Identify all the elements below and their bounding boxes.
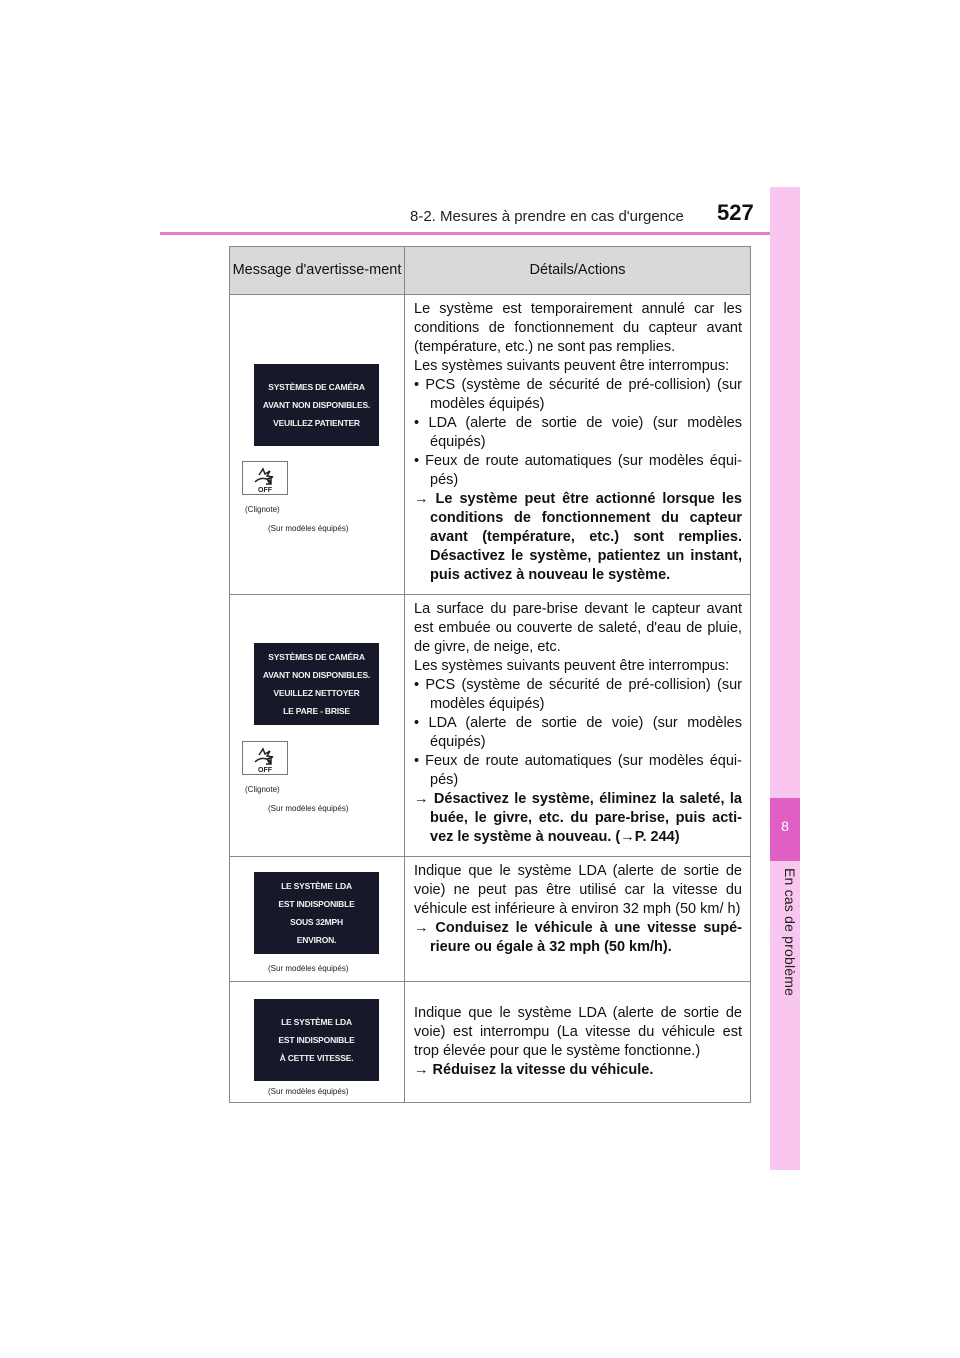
detail-text: Indique que le système LDA (alerte de sortie de voie) est interrompu (La vitesse du véhicule est trop élevée pour que le système fonctionne.) <box>414 1004 742 1059</box>
screen-line: VEUILLEZ NETTOYER <box>273 688 360 698</box>
header-rule <box>160 232 800 235</box>
message-cell <box>230 857 405 982</box>
detail-text: Les systèmes suivants peuvent être interrompus: <box>414 658 730 674</box>
action-text: → Désactivez le système, éliminez la saleté, la buée, le givre, etc. du pare-brise, puis acti-vez le système à nouveau. (→P. 244) <box>414 791 742 845</box>
screen-line: EST INDISPONIBLE <box>278 1035 355 1045</box>
list-item: • LDA (alerte de sortie de voie) (sur modèles équipés) <box>414 715 742 750</box>
camera-off-icon <box>242 461 288 495</box>
equipped-caption: (Sur modèles équipés) <box>268 1087 349 1096</box>
section-title: 8-2. Mesures à prendre en cas d'urgence <box>410 208 684 225</box>
equipped-caption: (Sur modèles équipés) <box>268 804 349 813</box>
screen-line: SYSTÈMES DE CAMÉRA <box>268 652 365 662</box>
warning-message-table <box>229 246 751 1103</box>
action-text: → Réduisez la vitesse du véhicule. <box>414 1061 654 1078</box>
details-cell <box>405 295 751 595</box>
table-header-row <box>230 247 751 295</box>
screen-line: EST INDISPONIBLE <box>278 899 355 909</box>
detail-text: Les systèmes suivants peuvent être interrompus: <box>414 358 730 374</box>
blink-caption: (Clignote) <box>245 785 280 794</box>
message-cell <box>230 595 405 857</box>
chapter-side-band <box>770 187 800 1170</box>
detail-text: Le système est temporairement annulé car les conditions de fonctionnement du capteur avant (température, etc.) ne sont pas remplies. <box>414 301 742 355</box>
screen-line: ENVIRON. <box>296 935 337 945</box>
list-item: • PCS (système de sécurité de pré-collision) (sur modèles équipés) <box>414 677 742 712</box>
message-cell <box>230 295 405 595</box>
action-text: → Le système peut être actionné lorsque les conditions de fonctionnement du capteur avant (température, etc.) sont remplies. Désactivez le système, patientez un instant, puis activez à nouveau le système. <box>414 491 742 583</box>
screen-line: AVANT NON DISPONIBLES. <box>262 670 371 680</box>
screen-line: SOUS 32MPH <box>290 917 343 927</box>
col-header-details: Détails/Actions <box>405 247 751 295</box>
screen-line: VEUILLEZ PATIENTER <box>273 418 360 428</box>
details-cell <box>405 857 751 982</box>
table-row <box>230 595 751 857</box>
screen-line: LE SYSTÈME LDA <box>281 1017 352 1027</box>
page-number: 527 <box>717 200 754 225</box>
chapter-title: En cas de problème <box>782 868 798 997</box>
table-row <box>230 982 751 1103</box>
display-screen <box>254 364 379 446</box>
message-cell <box>230 982 405 1103</box>
chapter-number: 8 <box>781 818 789 834</box>
screen-line: À CETTE VITESSE. <box>279 1053 354 1063</box>
svg-text:OFF: OFF <box>258 487 272 494</box>
display-screen <box>254 999 379 1081</box>
details-cell <box>405 595 751 857</box>
col-header-message: Message d'avertisse-ment <box>230 247 405 295</box>
blink-caption: (Clignote) <box>245 505 280 514</box>
screen-line: LE PARE - BRISE <box>283 706 350 716</box>
detail-text: Indique que le système LDA (alerte de sortie de voie) ne peut pas être utilisé car la vitesse du véhicule est inférieure à environ 32 mph (50 km/ h) <box>414 863 742 917</box>
camera-off-icon <box>242 741 288 775</box>
screen-line: AVANT NON DISPONIBLES. <box>262 400 371 410</box>
screen-line: SYSTÈMES DE CAMÉRA <box>268 382 365 392</box>
display-screen <box>254 872 379 954</box>
table-row <box>230 857 751 982</box>
list-item: • LDA (alerte de sortie de voie) (sur modèles équipés) <box>414 415 742 450</box>
list-item: • Feux de route automatiques (sur modèles équi-pés) <box>414 753 742 788</box>
details-cell <box>405 982 751 1103</box>
svg-text:OFF: OFF <box>258 767 272 774</box>
list-item: • PCS (système de sécurité de pré-collision) (sur modèles équipés) <box>414 377 742 412</box>
equipped-caption: (Sur modèles équipés) <box>268 524 349 533</box>
detail-text: La surface du pare-brise devant le capteur avant est embuée ou couverte de saleté, d'eau de pluie, de givre, de neige, etc. <box>414 601 742 655</box>
screen-line: LE SYSTÈME LDA <box>281 881 352 891</box>
table-row <box>230 295 751 595</box>
equipped-caption: (Sur modèles équipés) <box>268 964 349 973</box>
display-screen <box>254 643 379 725</box>
list-item: • Feux de route automatiques (sur modèles équi-pés) <box>414 453 742 488</box>
action-text: → Conduisez le véhicule à une vitesse supé-rieure ou égale à 32 mph (50 km/h). <box>414 920 742 955</box>
